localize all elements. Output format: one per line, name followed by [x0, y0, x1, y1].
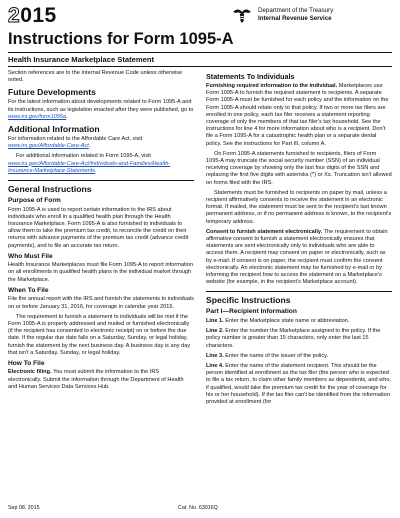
line4-text: Line 4. Enter the name of the statement recipient. This should be the person identified at enrollment as the tax filer (the person who is expected to file a tax return, to claim other family members as dependents, and who, if qualified, would take the premium tax credit for the year of coverage for his or her household). If the tax filer can't be identified from the information provided at enrollment (for	[206, 363, 391, 406]
statements-heading: Statements To Individuals	[206, 72, 295, 81]
how-to-file-heading: How To File	[8, 359, 45, 367]
page-title: Instructions for Form 1095-A	[8, 30, 234, 48]
future-developments-text: For the latest information about developments related to Form 1095-A and its instructions, such as legislation enacted after they were published, go to www.irs.gov/form1095a.	[8, 99, 194, 120]
aca-link[interactable]: www.irs.gov/Affordable-Care-Act	[8, 143, 89, 150]
left-column	[8, 70, 194, 394]
intro-text: Section references are to the Internal Revenue Code unless otherwise noted.	[8, 70, 183, 84]
footer-cat-number: Cat. No. 63016Q	[178, 505, 218, 511]
footer-date: Sep 08, 2015	[8, 505, 40, 511]
consent-text: Consent to furnish statement electronically. The requirement to obtain affirmative consent to furnish a statement electronically ensures that statements are sent electronically only to individuals who are able to access them. A recipient may consent on paper or electronically, such as by e-mail. If consent is on paper, the recipient must confirm the consent electronically. An electronic statement may be furnished by e-mail or by informing the recipient how to access the statement on a Marketplace's website (for example, in the recipient's Marketplace account).	[206, 228, 388, 286]
mail-text: Statements must be furnished to recipients on paper by mail, unless a recipient affirmatively consents to receive the statement in an electronic format. If mailed, the statement must be sent to the recipient's last known permanent address, or if no permanent address is known, to the recipient's temporary address.	[206, 189, 392, 225]
header-rule	[8, 52, 392, 53]
furnishing-text: Furnishing required information to the individual. Marketplaces use Form 1095-A to furnish the required statement to recipients. A separate Form 1095-A must be furnished for each policy and the information on the Form 1095-A should relate only to that policy. If two or more tax filers are enrolled in one policy, each tax filer receives a statement reporting coverage of only the members of that tax filer's tax household. See the instructions for line 4 for more information about who is a recipient. Don't file a Form 1095-A for a catastrophic health plan or a separate dental policy. See the instructions for Part III, column A.	[206, 83, 389, 147]
additional-information-text1: For information related to the Affordable Care Act, visit www.irs.gov/Affordable-Care-Act.	[8, 136, 143, 150]
tax-year-rest: 015	[20, 4, 57, 27]
form-subtitle: Health Insurance Marketplace Statement	[8, 55, 155, 64]
subtitle-rule	[8, 66, 392, 67]
irs-eagle-icon	[232, 6, 252, 24]
line3-text: Line 3. Enter the name of the issuer of the policy.	[206, 352, 329, 359]
how-to-file-text: Electronic filing. You must submit the information to the IRS electronically. Submit the information through the Department of Health and Human Services Data Services Hub.	[8, 369, 184, 390]
right-column	[206, 70, 392, 409]
dept-irs: Internal Revenue Service	[258, 15, 332, 22]
when-to-file-heading: When To File	[8, 286, 49, 294]
tax-year-first-digit: 2	[8, 4, 21, 27]
tax-year	[8, 4, 57, 28]
marketplace-statements-link[interactable]: www.irs.gov/Affordable-Care-Act/Individuals-and-Families/Health-Insurance-Marketplace-Statements	[8, 160, 171, 174]
line2-text: Line 2. Enter the number the Marketplace assigned to the policy. If the policy number is greater than 15 characters, only enter the last 15 characters.	[206, 328, 381, 349]
specific-instructions-heading: Specific Instructions	[206, 291, 392, 305]
additional-information-text2: For additional information related to Form 1095-A, visit www.irs.gov/Affordable-Care-Act/Individuals-and-Families/Health-Insurance-Marketplace-Statements.	[8, 153, 171, 174]
who-must-file-text: Health Insurance Marketplaces must file Form 1095-A to report information on all enrollments in qualified health plans in the individual market through the Marketplace.	[8, 262, 193, 283]
part1-heading: Part I—Recipient Information	[206, 308, 297, 316]
when-to-file-text: File the annual report with the IRS and furnish the statements to individuals on or before January 31, 2016, for coverage in calendar year 2015.	[8, 296, 194, 310]
purpose-heading: Purpose of Form	[8, 197, 61, 205]
who-must-file-heading: Who Must File	[8, 252, 53, 260]
general-instructions-heading: General Instructions	[8, 180, 194, 194]
truncate-text: On Form 1095-A statements furnished to recipients, filers of Form 1095-A may truncate the social security number (SSN) of an individual receiving coverage by showing only the last four digits of the SSN and replacing the first five digits with asterisks (*) or Xs. Truncation isn't allowed on forms filed with the IRS.	[206, 150, 392, 186]
additional-information-heading: Additional Information	[8, 124, 100, 135]
requirement-text: The requirement to furnish a statement to individuals will be met if the Form 1095-A is properly addressed and mailed or furnished electronically (if the recipient has consented to electronic receipt) on or before the due date. If the regular due date falls on a Saturday, Sunday, or legal holiday, furnish the statement by the next business day. A business day is any day that isn't a Saturday, Sunday, or legal holiday.	[8, 313, 191, 356]
line1-text: Line 1. Enter the Marketplace state name or abbreviation.	[206, 317, 350, 324]
dept-treasury: Department of the Treasury	[258, 7, 334, 14]
form1095a-link[interactable]: www.irs.gov/form1095a	[8, 113, 67, 120]
future-developments-heading: Future Developments	[8, 87, 96, 98]
purpose-text: Form 1095-A is used to report certain information to the IRS about individuals who enroll in a qualified health plan through the Health Insurance Marketplace. Form 1095-A is also furnished to individuals to allow them to take the premium tax credit, to reconcile the credit on their returns with advance payments of the premium tax credit (advance credit payments), and to file an accurate tax return.	[8, 206, 189, 249]
